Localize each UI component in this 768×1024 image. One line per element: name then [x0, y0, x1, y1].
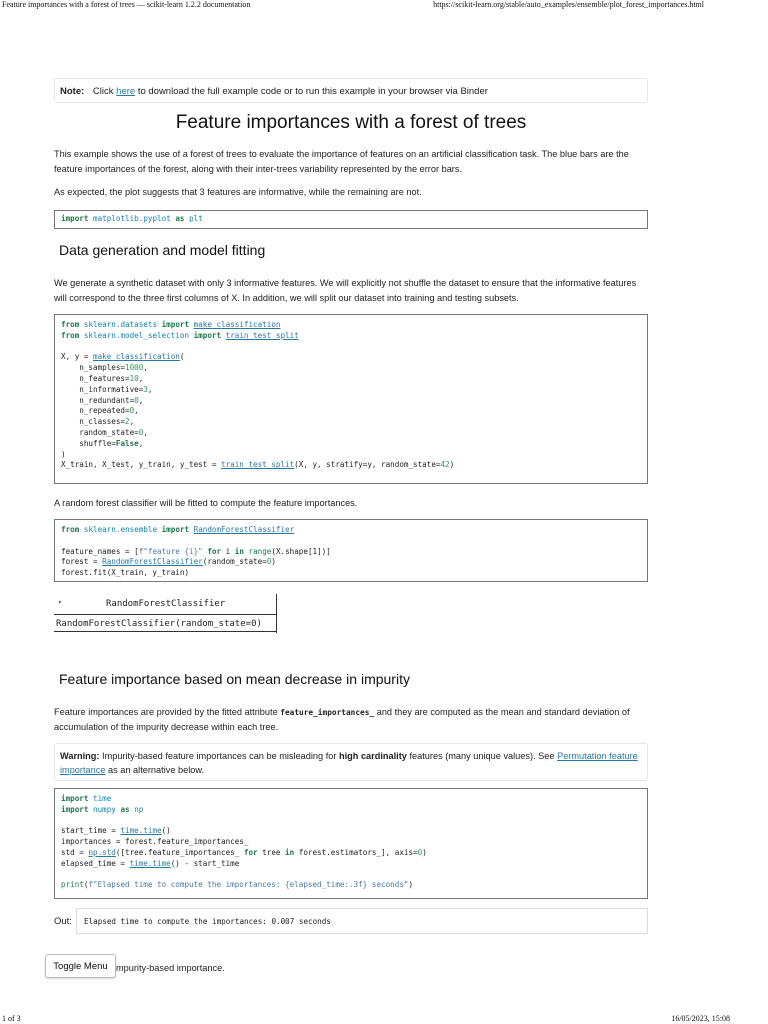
section-heading-mdi: Feature importance based on mean decrease in impurity	[59, 671, 410, 687]
train-test-split-call-link[interactable]: train_test_split	[221, 460, 295, 470]
page-count: 1 of 3	[2, 1014, 21, 1023]
permutation-importance-link[interactable]: Permutation feature importance	[60, 751, 638, 775]
note-text-post: to download the full example code or to run this example in your browser via Binder	[137, 86, 488, 97]
intro-paragraph-1: This example shows the use of a forest of trees to evaluate the importance of features on an artificial classification task. The blue bars are the feature importances of the forest, along with their inter-trees variability represented by the error bars.	[54, 149, 629, 174]
print-page-title: Feature importances with a forest of trees — scikit-learn 1.2.2 documentation	[2, 0, 251, 9]
warning-admonition: Warning: Impurity-based feature importances can be misleading for high cardinality features (many unique values). See Permutation feature importance as an alternative below.	[54, 743, 648, 781]
random-forest-classifier-link[interactable]: RandomForestClassifier	[193, 525, 295, 534]
output-block: Elapsed time to compute the importances: 0.007 seconds	[76, 908, 648, 934]
np-std-link[interactable]: np.std	[88, 847, 116, 857]
high-cardinality-text: high cardinality	[339, 751, 407, 761]
estimator-name: RandomForestClassifier	[106, 599, 226, 609]
page-title: Feature importances with a forest of trees	[175, 112, 527, 133]
data-generation-paragraph: We generate a synthetic dataset with only 3 informative features. We will explicitly not shuffle the dataset to ensure that the informative features will correspond to the three first columns of X. In addition, we will split our dataset into training and testing subsets.	[54, 278, 637, 303]
code-block-forest: from sklearn.ensemble import RandomForestClassifier feature_names = [f"feature {i}" for i in range(X.shape[1])] forest = RandomForestClassifier(random_state=0) forest.fit(X_train, y_train)	[54, 519, 648, 582]
print-footer	[0, 1014, 768, 1024]
code-block-imports: import matplotlib.pyplot as plt	[54, 210, 648, 229]
random-forest-classifier-call-link[interactable]: RandomForestClassifier	[102, 557, 203, 567]
print-datetime: 16/05/2023, 15:08	[671, 1014, 730, 1023]
code-block-data-generation: from sklearn.datasets import make_classification from sklearn.model_selection import train_test_split X, y = make_classification( n_samples=1000, n_features=10, n_informative=3, n_redundant=0, n_repeated=0, n_classes=2, random_state=0, shuffle=False, ) X_train, X_test, y_train, y_test = train_test_split(X, y, stratify=y, random_state=42)	[54, 314, 648, 484]
train-test-split-link[interactable]: train_test_split	[225, 330, 299, 340]
print-page-url: https://scikit-learn.org/stable/auto_examples/ensemble/plot_forest_importances.html	[433, 0, 704, 9]
make-classification-link[interactable]: make_classification	[193, 320, 281, 329]
section-heading-data-generation: Data generation and model fitting	[59, 242, 266, 258]
print-header	[0, 0, 768, 10]
code-block-mdi: import time import numpy as np start_time = time.time() importances = forest.feature_importances_ std = np.std([tree.feature_importances_ for tree in forest.estimators_], axis=0) elapsed_time = time.time() - start_time print(f"Elapsed time to compute the importances: {elapsed_time:.3f} seconds")	[54, 788, 648, 899]
download-here-link[interactable]: here	[116, 86, 136, 97]
truncated-text: mpurity-based importance.	[116, 963, 225, 973]
note-label: Note:	[60, 86, 85, 97]
make-classification-call-link[interactable]: make_classification	[93, 352, 180, 362]
download-note	[54, 78, 648, 103]
toggle-menu-button[interactable]: Toggle Menu	[45, 954, 116, 978]
estimator-toggle[interactable]	[54, 599, 276, 614]
note-text-pre: Click	[92, 86, 114, 97]
warning-label: Warning:	[60, 751, 100, 761]
caret-down-icon: ▾	[58, 599, 62, 606]
mdi-paragraph: Feature importances are provided by the fitted attribute feature_importances_ and they are computed as the mean and standard deviation of accumulation of the impurity decrease within each tree.	[54, 707, 630, 732]
time-time-link[interactable]: time.time	[120, 826, 162, 836]
feature-importances-code: feature_importances_	[280, 708, 375, 717]
time-time-elapsed-link[interactable]: time.time	[129, 858, 171, 868]
estimator-html-repr[interactable]	[54, 594, 277, 633]
estimator-params: RandomForestClassifier(random_state=0)	[54, 614, 276, 632]
output-label: Out:	[54, 916, 72, 927]
random-forest-paragraph: A random forest classifier will be fitted to compute the feature importances.	[54, 498, 358, 508]
intro-paragraph-2: As expected, the plot suggests that 3 features are informative, while the remaining are not.	[54, 187, 422, 197]
